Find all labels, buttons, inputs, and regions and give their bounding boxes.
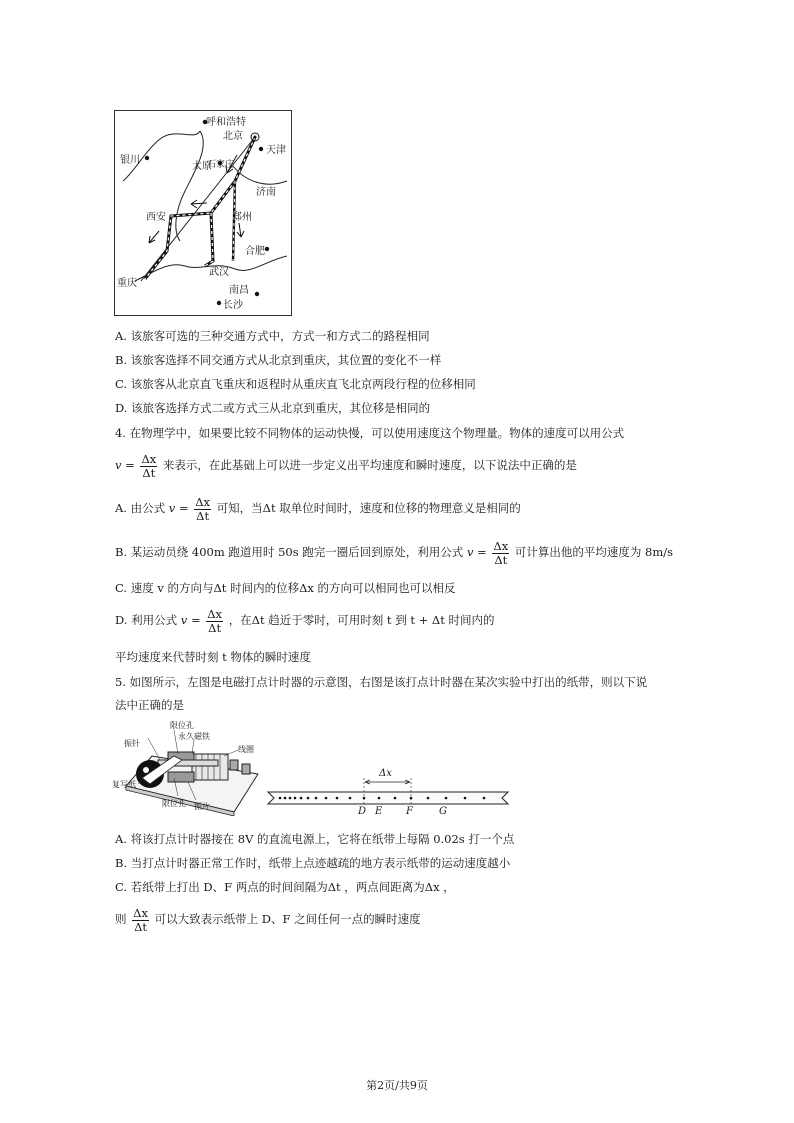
- city-taiyuan: 太原: [192, 161, 212, 172]
- q4-option-a-before: A. 由公式: [115, 501, 166, 515]
- q3-option-b: B. 该旅客选择不同交通方式从北京到重庆，其位置的变化不一样: [115, 353, 442, 367]
- tape-point-g: G: [439, 806, 447, 817]
- q4-option-d-before: D. 利用公式: [115, 613, 178, 627]
- tape-point-e: E: [375, 806, 383, 817]
- q5-stem-line1: 5. 如图所示，左图是电磁打点计时器的示意图，右图是该打点计时器在某次实验中打出的纸带，则以下说: [115, 675, 648, 689]
- tape-delta-x-label: Δx: [379, 768, 392, 779]
- fraction-denominator: Δt: [208, 620, 222, 635]
- city-shijiazhuang: 石家庄: [207, 160, 235, 170]
- fraction-numerator: Δx: [493, 538, 509, 553]
- label-needle: 振针: [124, 739, 140, 748]
- q4-option-d: [115, 605, 495, 635]
- formula-eq: =: [477, 545, 487, 559]
- city-nanchang: 南昌: [229, 285, 249, 296]
- page-footer: 第2页/共9页: [366, 1079, 428, 1092]
- formula-fraction: [206, 608, 223, 635]
- city-changsha: 长沙: [223, 300, 243, 311]
- q4-option-b: [115, 537, 673, 567]
- q4-stem-line2: [115, 450, 577, 480]
- formula-fraction: [132, 907, 149, 934]
- formula-eq: =: [190, 613, 201, 627]
- formula-eq: =: [178, 501, 189, 515]
- q5-option-b: B. 当打点计时器正常工作时，纸带上点迹越疏的地方表示纸带的运动速度越小: [115, 856, 511, 870]
- city-beijing: 北京: [223, 131, 243, 142]
- city-tianjin: 天津: [266, 145, 286, 156]
- fraction-denominator: Δt: [142, 465, 156, 480]
- q4-option-b-before: B. 某运动员绕 400m 跑道用时 50s 跑完一圈后回到原处，利用公式: [115, 545, 464, 559]
- city-hefei: 合肥: [245, 246, 265, 257]
- city-jinan: 济南: [256, 187, 276, 198]
- fraction-denominator: Δt: [494, 552, 508, 567]
- q5-option-c-line2: [115, 904, 421, 934]
- q4-option-d-after: ，在Δt 趋近于零时，可用时刻 t 到 t + Δt 时间内的: [228, 613, 495, 627]
- fraction-numerator: Δx: [133, 905, 148, 920]
- formula-v: v: [168, 501, 176, 515]
- q4-option-a-after: 可知，当Δt 取单位时间时，速度和位移的物理意义是相同的: [216, 501, 521, 515]
- route-map-figure: [114, 110, 292, 316]
- city-yinchuan: 银川: [120, 155, 140, 166]
- label-limit-hole-top: 限位孔: [170, 721, 194, 730]
- map-drawing: [115, 111, 291, 315]
- formula-fraction: [492, 540, 509, 567]
- q5-option-c-line2-after: 可以大致表示纸带上 D、F 之间任何一点的瞬时速度: [154, 912, 421, 926]
- fraction-numerator: Δx: [141, 451, 157, 466]
- q5-stem-line2: 法中正确的是: [115, 698, 184, 712]
- q3-option-a: A. 该旅客可选的三种交通方式中，方式一和方式二的路程相同: [115, 329, 430, 343]
- tape-point-d: D: [358, 806, 367, 817]
- timer-device-figure: [112, 716, 262, 816]
- fraction-denominator: Δt: [196, 508, 210, 523]
- formula-v: v: [115, 458, 122, 472]
- q5-option-c-line2-before: 则: [115, 912, 127, 926]
- label-magnet: 永久磁铁: [178, 732, 210, 741]
- label-coil: 线圈: [238, 745, 254, 754]
- q4-stem-line1: 4. 在物理学中，如果要比较不同物体的运动快慢，可以使用速度这个物理量。物体的速度可以用公式: [115, 426, 625, 440]
- city-zhengzhou: 郑州: [232, 212, 252, 223]
- formula-fraction: [194, 496, 211, 523]
- formula-eq: =: [125, 458, 135, 472]
- label-carbon-paper: 复写纸: [112, 780, 136, 789]
- formula-v: v: [466, 545, 474, 559]
- city-wuhan: 武汉: [209, 267, 229, 278]
- city-chongqing: 重庆: [117, 278, 137, 289]
- label-vibrator: 振片: [194, 802, 210, 811]
- fraction-numerator: Δx: [207, 606, 223, 621]
- q4-option-b-after: 可计算出他的平均速度为 8m/s: [514, 545, 673, 559]
- q4-option-a: [115, 493, 521, 523]
- q5-option-a: A. 将该打点计时器接在 8V 的直流电源上，它将在纸带上每隔 0.02s 打一个点: [115, 832, 515, 846]
- q3-option-d: D. 该旅客选择方式二或方式三从北京到重庆，其位移是相同的: [115, 401, 431, 415]
- paper-tape-figure: [266, 770, 514, 820]
- tape-point-f: F: [406, 806, 413, 817]
- q4-option-c: C. 速度 v 的方向与Δt 时间内的位移Δx 的方向可以相同也可以相反: [115, 581, 456, 595]
- formula-fraction: [140, 453, 157, 480]
- formula-v: v: [180, 613, 188, 627]
- city-xian: 西安: [146, 212, 166, 223]
- q5-option-c: C. 若纸带上打出 D、F 两点的时间间隔为Δt ，两点间距离为Δx ，: [115, 880, 455, 894]
- q4-option-d-line2: 平均速度来代替时刻 t 物体的瞬时速度: [115, 650, 311, 664]
- fraction-denominator: Δt: [134, 919, 148, 934]
- q3-option-c: C. 该旅客从北京直飞重庆和返程时从重庆直飞北京两段行程的位移相同: [115, 377, 476, 391]
- q4-stem-line2-text: 来表示，在此基础上可以进一步定义出平均速度和瞬时速度，以下说法中正确的是: [162, 458, 577, 472]
- fraction-numerator: Δx: [195, 494, 211, 509]
- city-hohhot: 呼和浩特: [206, 117, 246, 128]
- label-limit-hole-bottom: 限位孔: [162, 799, 186, 808]
